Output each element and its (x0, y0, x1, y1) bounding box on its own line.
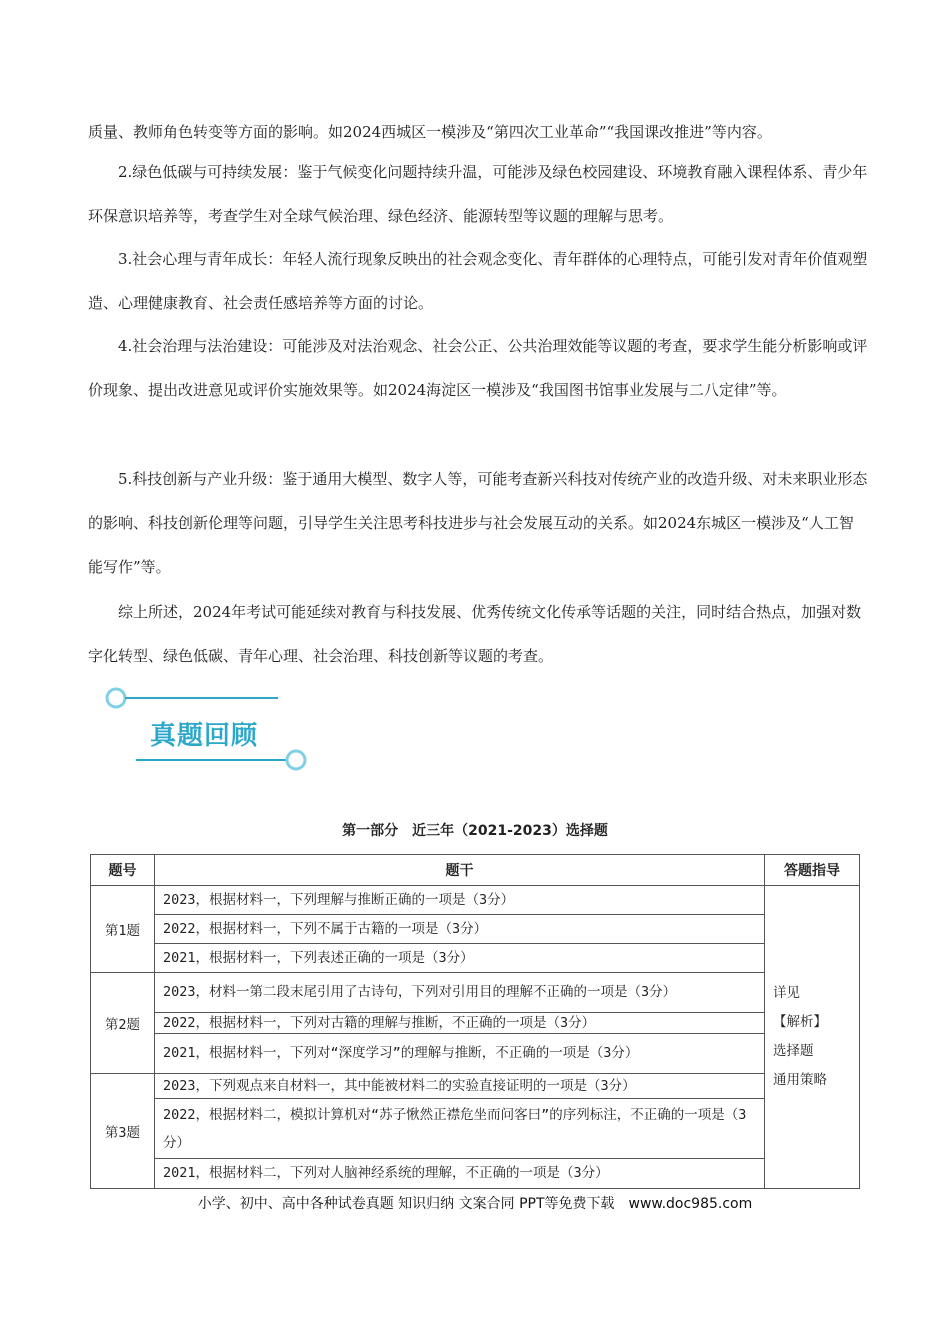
paragraph-intro: 质量、教师角色转变等方面的影响。如2024西城区一模涉及“第四次工业革命”“我国课改推进”等内容。 (88, 123, 772, 141)
paragraph-green-lowcarbon: 2.绿色低碳与可持续发展：鉴于气候变化问题持续升温，可能涉及绿色校园建设、环境教育融入课程体系、青少年环保意识培养等，考查学生对全球气候治理、绿色经济、能源转型等议题的理解与思考。 (88, 163, 868, 225)
guide-line: 通用策略 (773, 1072, 827, 1088)
question-stem: 2022，根据材料二，模拟计算机对“苏子愀然正襟危坐而问客曰”的序列标注，不正确的一项是（3分） (155, 1099, 765, 1159)
question-stem: 2022，根据材料一，下列不属于古籍的一项是（3分） (155, 915, 765, 944)
question-stem: 2021，根据材料一，下列对“深度学习”的理解与推断，不正确的一项是（3分） (155, 1034, 765, 1074)
table-row (91, 1034, 860, 1074)
guide-line: 选择题 (773, 1043, 814, 1059)
table-title: 第一部分 近三年（2021-2023）选择题 (342, 823, 608, 839)
table-row (91, 1159, 860, 1189)
header-number: 题号 (91, 855, 155, 886)
question-stem: 2021，根据材料一，下列表述正确的一项是（3分） (155, 944, 765, 973)
guide-line: 详见 (773, 985, 800, 1001)
question-number: 第1题 (91, 886, 155, 973)
banner-title: 真题回顾 (150, 721, 259, 751)
footer-text: 小学、初中、高中各种试卷真题 知识归纳 文案合同 PPT等免费下载 www.doc985.com (197, 1196, 753, 1212)
paragraph-social-governance: 4.社会治理与法治建设：可能涉及对法治观念、社会公正、公共治理效能等议题的考查，要求学生能分析影响或评价现象、提出改进意见或评价实施效果等。如2024海淀区一模涉及“我国图书馆事业发展与二八定律”等。 (88, 337, 868, 399)
paragraph-summary: 综上所述，2024年考试可能延续对教育与科技发展、优秀传统文化传承等话题的关注，同时结合热点，加强对数字化转型、绿色低碳、青年心理、社会治理、科技创新等议题的考查。 (88, 603, 862, 665)
table-row (91, 1099, 860, 1159)
question-table (90, 854, 860, 1189)
header-stem: 题干 (155, 855, 765, 886)
section-banner (100, 683, 320, 783)
guide-line: 【解析】 (773, 1014, 827, 1030)
paragraph-social-psychology: 3.社会心理与青年成长：年轻人流行现象反映出的社会观念变化、青年群体的心理特点，可能引发对青年价值观塑造、心理健康教育、社会责任感培养等方面的讨论。 (88, 250, 868, 312)
table-row (91, 1013, 860, 1034)
table-row (91, 915, 860, 944)
question-stem: 2023，根据材料一，下列理解与推断正确的一项是（3分） (155, 886, 765, 915)
paragraph-tech-innovation: 5.科技创新与产业升级：鉴于通用大模型、数字人等，可能考查新兴科技对传统产业的改造升级、对未来职业形态的影响、科技创新伦理等问题，引导学生关注思考科技进步与社会发展互动的关系。如2024东城区一模涉及“人工智能写作”等。 (88, 470, 868, 576)
question-number: 第2题 (91, 973, 155, 1074)
table-row (91, 1074, 860, 1099)
table-row (91, 973, 860, 1013)
header-guide: 答题指导 (765, 855, 860, 886)
table-header-row (91, 855, 860, 886)
question-stem: 2021，根据材料二，下列对人脑神经系统的理解，不正确的一项是（3分） (155, 1159, 765, 1189)
question-stem: 2023，下列观点来自材料一，其中能被材料二的实验直接证明的一项是（3分） (155, 1074, 765, 1099)
question-number: 第3题 (91, 1074, 155, 1189)
answer-guide (765, 886, 860, 1189)
table-row (91, 944, 860, 973)
table-row (91, 886, 860, 915)
question-stem: 2022，根据材料一，下列对古籍的理解与推断，不正确的一项是（3分） (155, 1013, 765, 1034)
question-stem: 2023，材料一第二段末尾引用了古诗句，下列对引用目的理解不正确的一项是（3分） (155, 973, 765, 1013)
